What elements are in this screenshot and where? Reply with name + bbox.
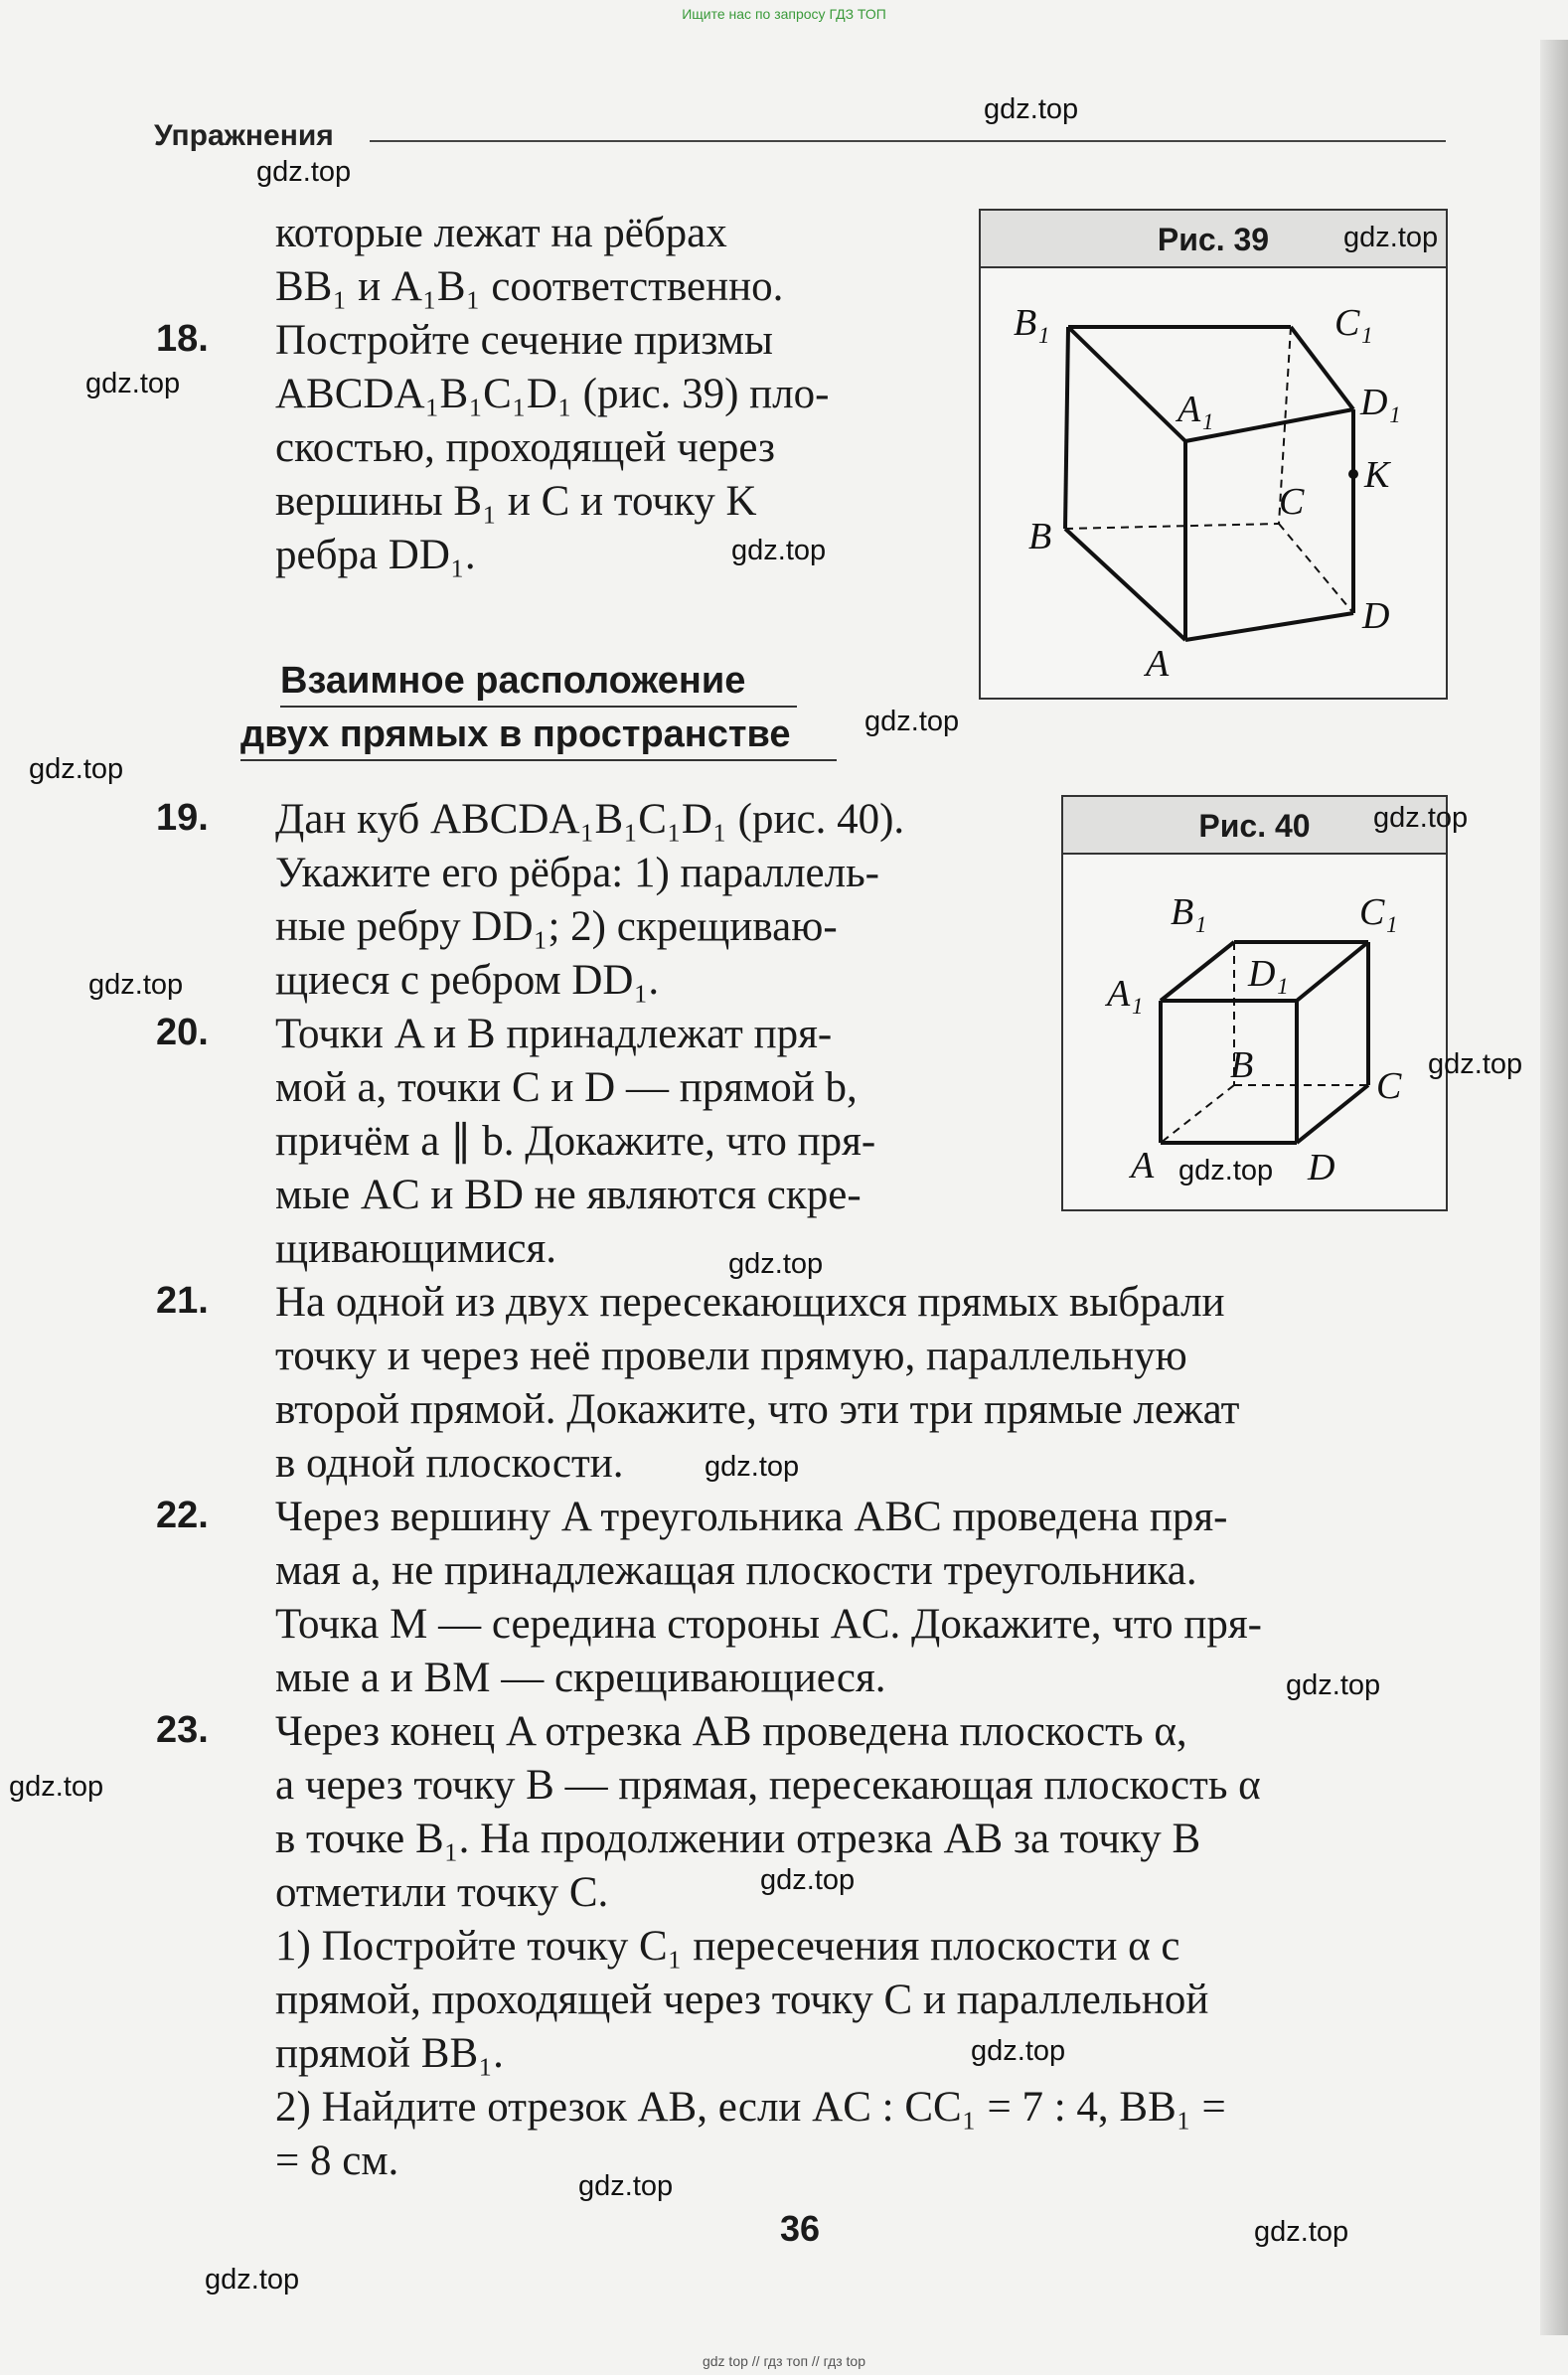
watermark: gdz.top <box>864 706 960 737</box>
vertex-label: D <box>1362 595 1390 637</box>
watermark: gdz.top <box>1286 1669 1381 1701</box>
exercise-text-line: щиеся с ребром DD₁. <box>275 957 660 1004</box>
vertex-label: A₁ <box>1177 389 1214 430</box>
figure-caption: Рис. 40 <box>1063 797 1446 855</box>
vertex-label: A₁ <box>1107 973 1144 1015</box>
prism-diagram <box>981 211 1446 698</box>
vertex-label: D₁ <box>1360 382 1401 423</box>
cube-diagram <box>1063 797 1446 1209</box>
figure-39 <box>979 209 1448 700</box>
figure-40 <box>1061 795 1448 1211</box>
exercise-text-line: 1) Постройте точку C₁ пересечения плоскости α с <box>275 1923 1180 1970</box>
page-number: 36 <box>779 2208 821 2249</box>
watermark: gdz.top <box>578 2170 674 2202</box>
exercise-number: 22. <box>156 1495 209 1536</box>
exercise-text-line: ребра DD₁. <box>275 532 476 578</box>
watermark: gdz.top <box>760 1864 856 1896</box>
exercise-text-line: = 8 см. <box>275 2138 399 2184</box>
vertex-label: A <box>1146 643 1170 685</box>
point-k-marker <box>1348 469 1358 479</box>
exercise-text-line: На одной из двух пересекающихся прямых выбрали <box>275 1279 1225 1326</box>
exercise-text-line: ABCDA₁B₁C₁D₁ (рис. 39) пло- <box>275 371 830 417</box>
exercise-text-line: прямой BB₁. <box>275 2030 504 2077</box>
watermark: gdz.top <box>705 1451 800 1483</box>
exercise-text-line: BB₁ и A₁B₁ соответственно. <box>275 263 784 310</box>
exercise-text-line: Через конец A отрезка AB проведена плоскость α, <box>275 1708 1187 1755</box>
exercise-text-line: Точки A и B принадлежат пря- <box>275 1011 833 1057</box>
exercise-text-line: 2) Найдите отрезок AB, если AC : CC₁ = 7 : 4, BB₁ = <box>275 2084 1226 2131</box>
exercise-text-line: Через вершину A треугольника ABC проведена пря- <box>275 1494 1228 1540</box>
exercise-text-line: прямой, проходящей через точку C и параллельной <box>275 1977 1209 2023</box>
exercise-text-line: вершины B₁ и C и точку K <box>275 478 757 525</box>
exercise-text-line: Дан куб ABCDA₁B₁C₁D₁ (рис. 40). <box>275 796 905 843</box>
vertex-label: D₁ <box>1248 953 1289 995</box>
vertex-label: C₁ <box>1359 891 1398 933</box>
exercise-number: 23. <box>156 1709 209 1751</box>
section-title: Упражнения <box>154 119 334 152</box>
watermark: gdz.top <box>9 1771 104 1803</box>
exercise-text-line: мая a, не принадлежащая плоскости треугольника. <box>275 1547 1197 1594</box>
watermark: gdz.top <box>728 1248 824 1280</box>
exercise-text-line: Точка M — середина стороны AC. Докажите, что пря- <box>275 1601 1262 1648</box>
subheading-underline <box>240 759 837 761</box>
watermark: gdz.top <box>29 753 124 785</box>
vertex-label: B₁ <box>1171 891 1207 933</box>
exercise-text-line: в точке B₁. На продолжении отрезка AB за точку B <box>275 1816 1201 1862</box>
watermark: gdz.top <box>1343 222 1439 253</box>
exercise-text-line: отметили точку C. <box>275 1869 609 1916</box>
watermark: gdz.top <box>256 156 352 188</box>
vertex-label: K <box>1364 454 1390 496</box>
exercise-text-line: причём a ∥ b. Докажите, что пря- <box>275 1118 876 1165</box>
exercise-text-line: мые a и BM — скрещивающиеся. <box>275 1655 886 1701</box>
bottom-banner: gdz top // гдз топ // гдз top <box>702 2353 866 2369</box>
vertex-label: C₁ <box>1334 302 1373 344</box>
vertex-label: B₁ <box>1014 302 1050 344</box>
watermark: gdz.top <box>1178 1155 1274 1187</box>
vertex-label: C <box>1279 481 1305 523</box>
exercise-text-line: Постройте сечение призмы <box>275 317 773 364</box>
watermark: gdz.top <box>85 368 181 399</box>
exercise-text-line: щивающимися. <box>275 1225 557 1272</box>
exercise-text-line: ные ребру DD₁; 2) скрещиваю- <box>275 903 838 950</box>
exercise-text-line: мые AC и BD не являются скре- <box>275 1172 862 1218</box>
watermark: gdz.top <box>731 535 827 566</box>
watermark: gdz.top <box>984 93 1079 125</box>
exercise-text-line: второй прямой. Докажите, что эти три прямые лежат <box>275 1386 1240 1433</box>
watermark: gdz.top <box>88 969 184 1001</box>
watermark: gdz.top <box>1254 2216 1349 2248</box>
exercise-text-line: а через точку B — прямая, пересекающая плоскость α <box>275 1762 1261 1809</box>
exercise-text-line: в одной плоскости. <box>275 1440 624 1487</box>
vertex-label: B <box>1230 1044 1254 1086</box>
exercise-number: 21. <box>156 1280 209 1322</box>
vertex-label: D <box>1308 1147 1335 1188</box>
exercise-number: 18. <box>156 318 209 360</box>
exercise-text-line: мой a, точки C и D — прямой b, <box>275 1064 858 1111</box>
exercise-text-line: скостью, проходящей через <box>275 424 775 471</box>
vertex-label: C <box>1376 1065 1402 1107</box>
vertex-label: A <box>1131 1145 1155 1187</box>
exercise-text-line: точку и через неё провели прямую, параллельную <box>275 1333 1187 1379</box>
exercise-number: 19. <box>156 797 209 839</box>
exercise-number: 20. <box>156 1012 209 1053</box>
exercise-text-line: которые лежат на рёбрах <box>275 210 727 256</box>
vertex-label: B <box>1028 516 1052 557</box>
page-edge-shadow <box>1540 40 1568 2335</box>
watermark: gdz.top <box>205 2264 300 2296</box>
subheading-line-2: двух прямых в пространстве <box>240 713 791 755</box>
watermark: gdz.top <box>1373 802 1469 834</box>
subheading-line-1: Взаимное расположение <box>280 660 746 702</box>
top-banner: Ищите нас по запросу ГДЗ ТОП <box>682 6 886 22</box>
section-rule <box>370 140 1446 142</box>
watermark: gdz.top <box>971 2035 1066 2067</box>
figure-caption: Рис. 39 <box>981 211 1446 268</box>
watermark: gdz.top <box>1428 1048 1523 1080</box>
exercise-text-line: Укажите его рёбра: 1) параллель- <box>275 850 880 896</box>
